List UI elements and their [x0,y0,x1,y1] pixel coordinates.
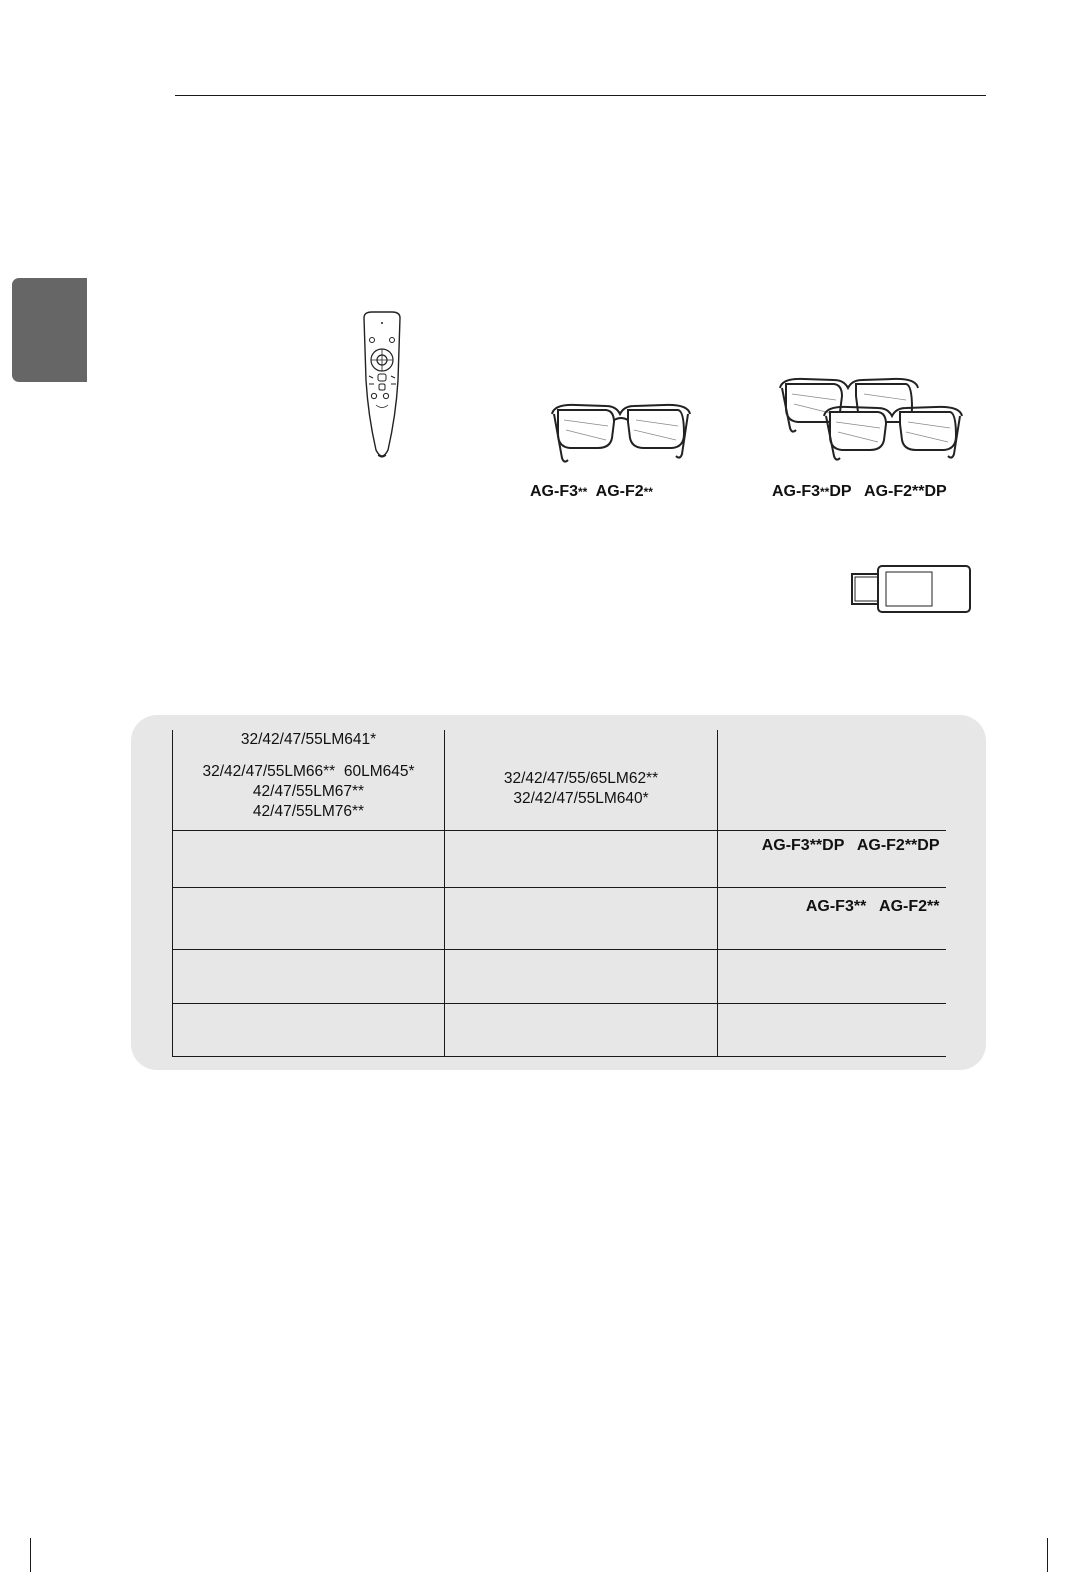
model-list-line: 32/42/47/55LM66** 60LM645* [202,763,415,780]
model-list-line: 42/47/55LM67** [252,783,365,800]
crop-mark-left [30,1538,31,1572]
model-group-2-cell [445,730,718,830]
section-tab [12,278,87,382]
header-rule [175,95,986,96]
table-row [173,830,946,887]
model-list-line: 42/47/55LM76** [252,803,365,820]
table-cell: AG-F3**DP AG-F2**DP [718,830,946,887]
glasses-caption-pair: AG-F3**DP AG-F2**DP [772,483,947,500]
table-cell [173,830,445,887]
usb-dongle-icon [850,564,972,614]
glasses-caption-single: AG-F3** AG-F2** [530,483,653,500]
table-cell: AG-F3** AG-F2** [718,887,946,949]
model-group-3-cell [718,730,946,830]
3d-glasses-icon [546,402,696,466]
table-cell [445,949,718,1003]
model-list-line: 32/42/47/55LM641* [240,731,377,748]
table-cell [718,1003,946,1056]
table-cell [173,887,445,949]
model-list-line: 32/42/47/55LM640* [513,789,649,807]
compatibility-table [172,730,946,1057]
crop-mark-right [1047,1538,1048,1572]
model-list-line: 32/42/47/55/65LM62** [503,769,659,787]
model-group-1-cell [173,730,445,830]
table-header-row [173,730,946,830]
table-cell [718,949,946,1003]
table-row [173,1003,946,1056]
table-cell [445,830,718,887]
table-row [173,949,946,1003]
3d-glasses-pair-icon [776,376,968,468]
table-cell [445,1003,718,1056]
table-cell [173,1003,445,1056]
magic-remote-icon [358,310,406,462]
table-cell [173,949,445,1003]
table-row [173,887,946,949]
table-cell [445,887,718,949]
